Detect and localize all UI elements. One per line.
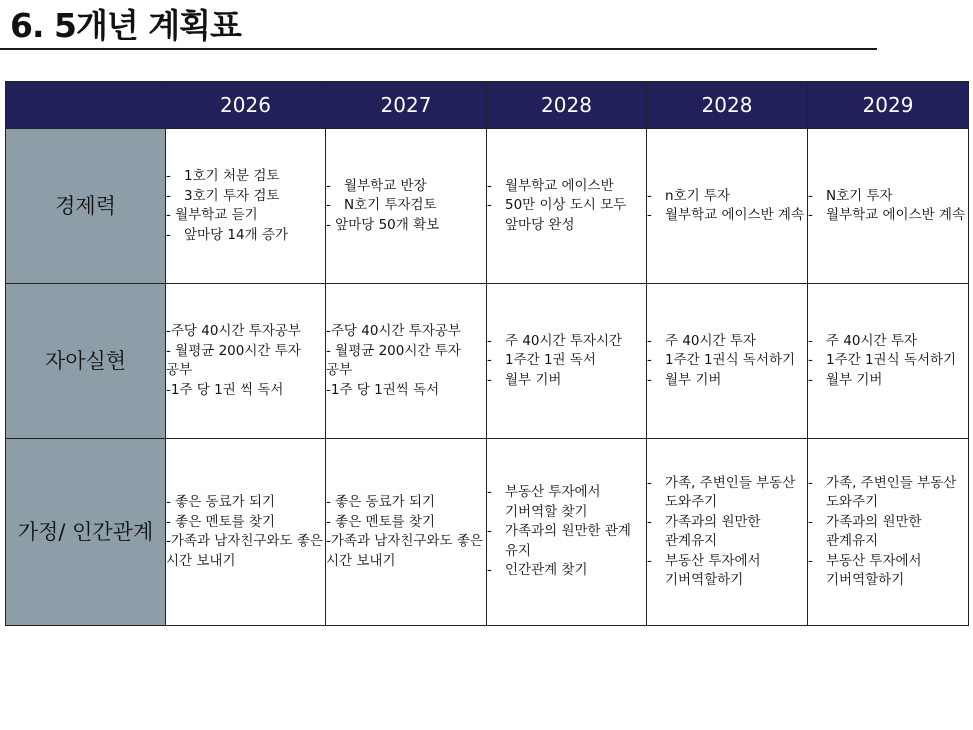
plan-item-text: 월부 기버: [826, 371, 883, 388]
bullet-dash: -: [647, 513, 652, 530]
plan-item: [647, 332, 807, 352]
plan-item-text: -1주 당 1권 씩 독서: [166, 381, 284, 398]
plan-item: [166, 226, 325, 246]
plan-item-text: -1주 당 1권씩 독서: [326, 381, 440, 398]
plan-item: [647, 552, 807, 591]
plan-item-text: - 월부학교 듣기: [166, 207, 258, 223]
bullet-dash: -: [647, 207, 652, 223]
bullet-dash: -: [647, 352, 652, 369]
plan-item: [166, 493, 325, 513]
plan-cell: [487, 284, 647, 439]
plan-item: [487, 177, 646, 197]
plan-item-text: 1주간 1권식 독서하기: [665, 352, 796, 369]
year-header-2028: 2028: [487, 82, 647, 129]
plan-item-text: 가족과의 원만한 관계유지: [665, 513, 761, 549]
plan-item-text: 50만 이상 도시 모두 앞마당 완성: [505, 197, 627, 233]
plan-item: [808, 187, 968, 207]
plan-item-text: 주 40시간 투자시간: [505, 332, 623, 349]
plan-item-text: - 좋은 멘토를 찾기: [326, 513, 436, 530]
plan-item: [647, 513, 807, 552]
plan-item: [326, 216, 486, 236]
plan-item: [487, 522, 646, 561]
bullet-dash: -: [487, 371, 492, 388]
plan-cell: [326, 129, 487, 284]
plan-cell: [647, 439, 808, 626]
plan-cell: [808, 284, 969, 439]
plan-item-text: 1주간 1권 독서: [505, 352, 596, 369]
plan-table: [5, 81, 969, 626]
bullet-dash: -: [166, 226, 171, 243]
plan-cell: [166, 129, 326, 284]
plan-item: [326, 322, 486, 342]
year-header-2029: 2029: [808, 82, 969, 129]
plan-item-text: 주 40시간 투자: [826, 332, 917, 349]
plan-item-text: - 좋은 동료가 되기: [326, 494, 436, 510]
plan-item: [808, 513, 968, 552]
plan-item-text: 가족, 주변인들 부동산 도와주기: [665, 474, 796, 510]
header-corner-cell: [6, 82, 166, 129]
bullet-dash: -: [808, 207, 813, 223]
plan-item: [647, 187, 807, 207]
plan-item-text: 월부 기버: [665, 371, 722, 388]
bullet-dash: -: [647, 552, 652, 569]
plan-item-text: 월부학교 에이스반 계속: [826, 207, 965, 223]
plan-item: [487, 332, 646, 352]
plan-cell: [647, 129, 808, 284]
plan-item-text: 1주간 1권식 독서하기: [826, 352, 957, 369]
plan-item: [647, 351, 807, 371]
plan-item-text: N호기 투자검토: [344, 197, 437, 214]
plan-item: [166, 167, 325, 187]
plan-item-text: - 좋은 동료가 되기: [166, 494, 276, 510]
plan-item-text: -가족과 남자친구와도 좋은 시간 보내기: [326, 533, 483, 569]
plan-item: [647, 474, 807, 513]
plan-item-text: 주 40시간 투자: [665, 332, 756, 349]
plan-item-text: 부동산 투자에서 기버역할하기: [826, 552, 922, 588]
bullet-dash: -: [808, 552, 813, 569]
plan-item-text: 월부학교 반장: [344, 177, 427, 194]
bullet-dash: -: [326, 177, 331, 194]
bullet-dash: -: [647, 187, 652, 204]
bullet-dash: -: [647, 332, 652, 349]
bullet-dash: -: [647, 371, 652, 388]
plan-item-text: 가족과의 원만한 관계유지: [826, 513, 922, 549]
plan-item-text: - 월평균 200시간 투자 공부: [326, 342, 461, 378]
plan-item-text: 부동산 투자에서 기버역할하기: [665, 552, 761, 588]
plan-item-text: 월부학교 에이스반: [505, 177, 614, 194]
bullet-dash: -: [487, 197, 492, 214]
plan-item: [808, 474, 968, 513]
plan-item-text: 1호기 처분 검토: [184, 168, 280, 184]
row-header-economy: 경제력: [6, 129, 166, 284]
plan-item: [166, 206, 325, 226]
plan-item-text: 인간관계 찾기: [505, 562, 588, 579]
plan-cell: [487, 439, 647, 626]
plan-item: [808, 206, 968, 226]
row-header-family-relations: 가정/ 인간관계: [6, 439, 166, 626]
plan-item-text: -가족과 남자친구와도 좋은 시간 보내기: [166, 533, 323, 569]
bullet-dash: -: [808, 371, 813, 388]
plan-item: [326, 196, 486, 216]
plan-item-text: -주당 40시간 투자공부: [166, 323, 301, 339]
plan-item: [487, 196, 646, 235]
plan-cell: [808, 129, 969, 284]
table-row-self-realization: [6, 284, 969, 439]
bullet-dash: -: [166, 187, 171, 204]
plan-item: [487, 561, 646, 581]
plan-item: [487, 351, 646, 371]
plan-cell: [808, 439, 969, 626]
plan-item: [326, 342, 486, 381]
plan-item-text: n호기 투자: [665, 187, 731, 204]
plan-item-text: 앞마당 14개 증가: [184, 226, 289, 243]
plan-cell: [326, 284, 487, 439]
plan-item: [166, 322, 325, 342]
title-underline: [0, 48, 877, 50]
plan-item-text: 월부학교 에이스반 계속: [665, 207, 804, 223]
plan-item: [166, 187, 325, 207]
plan-cell: [166, 439, 326, 626]
plan-item-text: - 월평균 200시간 투자 공부: [166, 342, 301, 378]
bullet-dash: -: [487, 523, 492, 540]
plan-item: [166, 381, 325, 401]
plan-item-text: 3호기 투자 검토: [184, 187, 280, 204]
plan-cell: [166, 284, 326, 439]
plan-item: [808, 552, 968, 591]
row-header-self-realization: 자아실현: [6, 284, 166, 439]
plan-item-text: 월부 기버: [505, 371, 562, 388]
plan-item: [166, 532, 325, 571]
plan-item: [647, 371, 807, 391]
plan-item: [326, 532, 486, 571]
header-row: [6, 82, 969, 129]
bullet-dash: -: [326, 197, 331, 214]
plan-cell: [487, 129, 647, 284]
page-title: 6. 5개년 계획표: [10, 6, 241, 45]
plan-item: [808, 351, 968, 371]
plan-item: [487, 483, 646, 522]
year-header-2027: 2027: [326, 82, 487, 129]
year-header-2026: 2026: [166, 82, 326, 129]
bullet-dash: -: [487, 332, 492, 349]
bullet-dash: -: [166, 168, 171, 184]
plan-item: [647, 206, 807, 226]
bullet-dash: -: [808, 513, 813, 530]
bullet-dash: -: [808, 332, 813, 349]
bullet-dash: -: [487, 484, 492, 501]
plan-item: [326, 513, 486, 533]
plan-item-text: -주당 40시간 투자공부: [326, 323, 461, 339]
bullet-dash: -: [647, 474, 652, 491]
plan-item: [326, 381, 486, 401]
bullet-dash: -: [808, 187, 813, 204]
table-row-economy: [6, 129, 969, 284]
plan-item-text: - 앞마당 50개 확보: [326, 216, 440, 233]
plan-cell: [326, 439, 487, 626]
plan-item: [326, 493, 486, 513]
table-row-family-relations: [6, 439, 969, 626]
plan-item-text: 부동산 투자에서 기버역할 찾기: [505, 484, 601, 520]
year-header-2028-second: 2028: [647, 82, 808, 129]
plan-cell: [647, 284, 808, 439]
bullet-dash: -: [808, 474, 813, 491]
plan-item: [808, 332, 968, 352]
plan-item-text: 가족과의 원만한 관계 유지: [505, 523, 631, 559]
plan-item: [166, 513, 325, 533]
plan-item-text: N호기 투자: [826, 187, 893, 204]
plan-item-text: - 좋은 멘토를 찾기: [166, 513, 276, 530]
bullet-dash: -: [487, 352, 492, 369]
plan-item-text: 가족, 주변인들 부동산 도와주기: [826, 474, 957, 510]
plan-item: [326, 177, 486, 197]
bullet-dash: -: [487, 177, 492, 194]
plan-item: [166, 342, 325, 381]
plan-item: [808, 371, 968, 391]
plan-item: [487, 371, 646, 391]
bullet-dash: -: [808, 352, 813, 369]
bullet-dash: -: [487, 562, 492, 579]
